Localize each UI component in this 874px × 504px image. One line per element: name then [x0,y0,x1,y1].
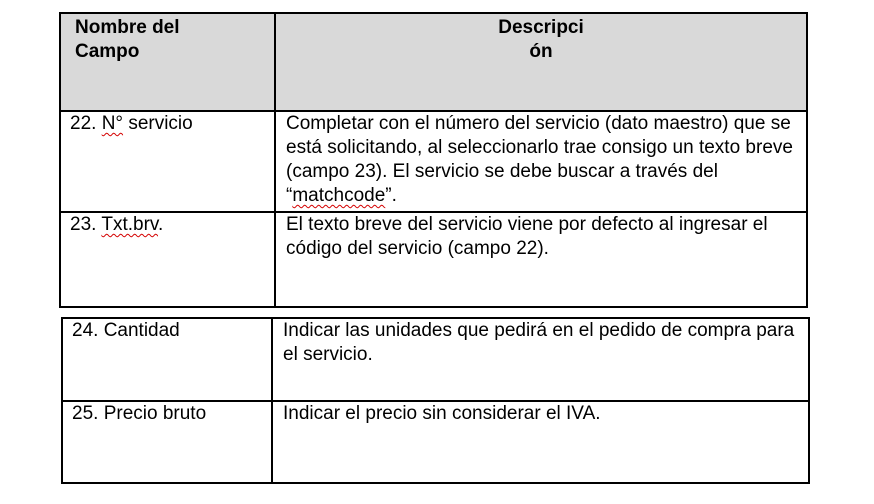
field-name-cell: 25. Precio bruto [62,401,272,483]
header-field-name [60,13,275,111]
field-name-word: N° [101,113,124,134]
field-name-cell [60,111,275,212]
header-field-name-line2: Campo [75,41,140,62]
field-description-word: matchcode [292,185,386,206]
field-description-cell [275,111,807,212]
header-description-line1: Descripci [498,17,584,38]
table-row [60,111,807,212]
fields-table-top [59,12,808,308]
table-row [62,401,809,483]
field-number: 23. [70,214,97,235]
field-name-rest: servicio [128,113,193,134]
field-description-end: ”. [385,185,397,206]
field-description-cell: Indicar el precio sin considerar el IVA. [272,401,809,483]
field-description-quote: “ [286,185,293,206]
table-row [60,212,807,307]
header-description [275,13,807,111]
header-field-name-line1: Nombre del [75,17,180,38]
table-header-row [60,13,807,111]
header-description-line2: ón [529,41,553,62]
field-name-cell [60,212,275,307]
field-description-cell: Indicar las unidades que pedirá en el pedido de compra para el servicio. [272,318,809,401]
field-description-cell: El texto breve del servicio viene por defecto al ingresar el código del servicio (campo 22). [275,212,807,307]
field-name-word: Txt.brv [101,214,159,235]
fields-table-bottom [61,317,810,484]
table-row [62,318,809,401]
field-name-rest: . [158,214,164,235]
field-name-cell: 24. Cantidad [62,318,272,401]
field-description-text: Completar con el número del servicio (dato maestro) que se está solicitando, al seleccionarlo trae consigo un texto breve (campo 23). El servicio se debe buscar a través del [286,113,793,182]
field-number: 22. [70,113,97,134]
